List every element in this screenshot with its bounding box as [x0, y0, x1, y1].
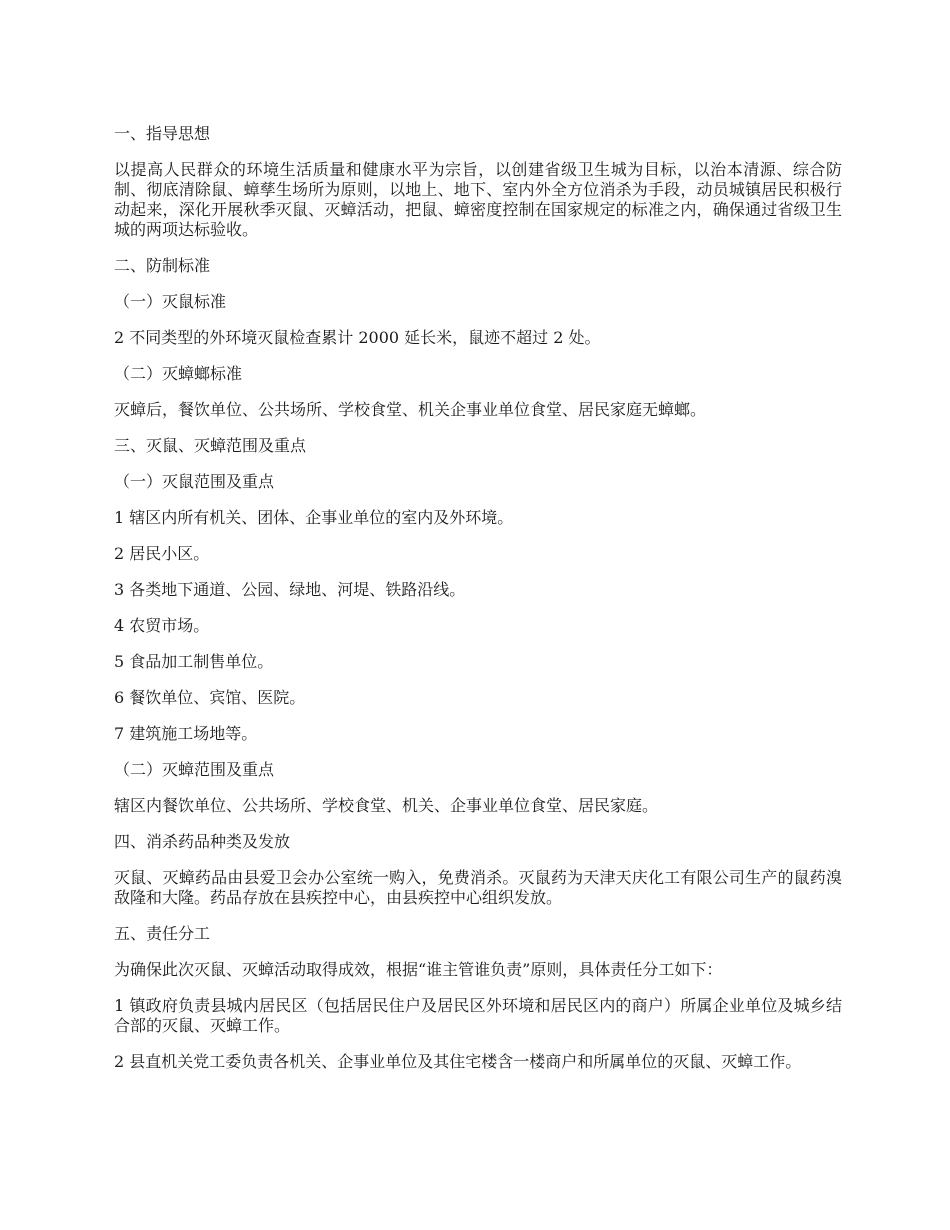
- section-heading-responsibilities: 五、责任分工: [114, 924, 211, 943]
- list-item: 2 不同类型的外环境灭鼠检查累计 2000 延长米，鼠迹不超过 2 处。: [114, 328, 601, 347]
- paragraph-pesticides: 灭鼠、灭蟑药品由县爱卫会办公室统一购入，免费消杀。灭鼠药为天津天庆化工有限公司生产的鼠药溴敌隆和大隆。药品存放在县疾控中心，由县疾控中心组织发放。: [114, 868, 842, 907]
- section-heading-scope: 三、灭鼠、灭蟑范围及重点: [114, 436, 307, 455]
- paragraph-guiding-idea: 以提高人民群众的环境生活质量和健康水平为宗旨，以创建省级卫生城为目标，以治本清源、综合防制、彻底清除鼠、蟑孳生场所为原则，以地上、地下、室内外全方位消杀为手段，动员城镇居民积极行动起来，深化开展秋季灭鼠、灭蟑活动，把鼠、蟑密度控制在国家规定的标准之内，确保通过省级卫生城的两项达标验收。: [114, 160, 842, 239]
- list-item: 6 餐饮单位、宾馆、医院。: [114, 688, 306, 707]
- paragraph-cockroach-scope: 辖区内餐饮单位、公共场所、学校食堂、机关、企事业单位食堂、居民家庭。: [114, 796, 659, 815]
- paragraph-cockroach-standard: 灭蟑后，餐饮单位、公共场所、学校食堂、机关企事业单位食堂、居民家庭无蟑螂。: [114, 400, 707, 419]
- list-item: 3 各类地下通道、公园、绿地、河堤、铁路沿线。: [114, 580, 466, 599]
- section-heading-guiding-idea: 一、指导思想: [114, 124, 211, 143]
- list-item: 4 农贸市场。: [114, 616, 210, 635]
- list-item: 2 居民小区。: [114, 544, 210, 563]
- subheading-cockroach-scope: （二）灭蟑范围及重点: [114, 760, 275, 779]
- section-heading-control-standards: 二、防制标准: [114, 256, 211, 275]
- list-item: 1 镇政府负责县城内居民区（包括居民住户及居民区外环境和居民区内的商户）所属企业单位及城乡结合部的灭鼠、灭蟑工作。: [114, 996, 842, 1035]
- list-item: 5 食品加工制售单位。: [114, 652, 274, 671]
- subheading-cockroach-standard: （二）灭蟑螂标准: [114, 364, 243, 383]
- list-item: 1 辖区内所有机关、团体、企事业单位的室内及外环境。: [114, 508, 514, 527]
- paragraph-responsibilities-intro: 为确保此次灭鼠、灭蟑活动取得成效，根据“谁主管谁负责”原则，具体责任分工如下：: [114, 960, 723, 979]
- list-item: 2 县直机关党工委负责各机关、企事业单位及其住宅楼含一楼商户和所属单位的灭鼠、灭蟑工作。: [114, 1052, 802, 1071]
- subheading-rodent-standard: （一）灭鼠标准: [114, 292, 227, 311]
- subheading-rodent-scope: （一）灭鼠范围及重点: [114, 472, 275, 491]
- document-body: [114, 124, 842, 1088]
- list-item: 7 建筑施工场地等。: [114, 724, 258, 743]
- section-heading-pesticides: 四、消杀药品种类及发放: [114, 832, 291, 851]
